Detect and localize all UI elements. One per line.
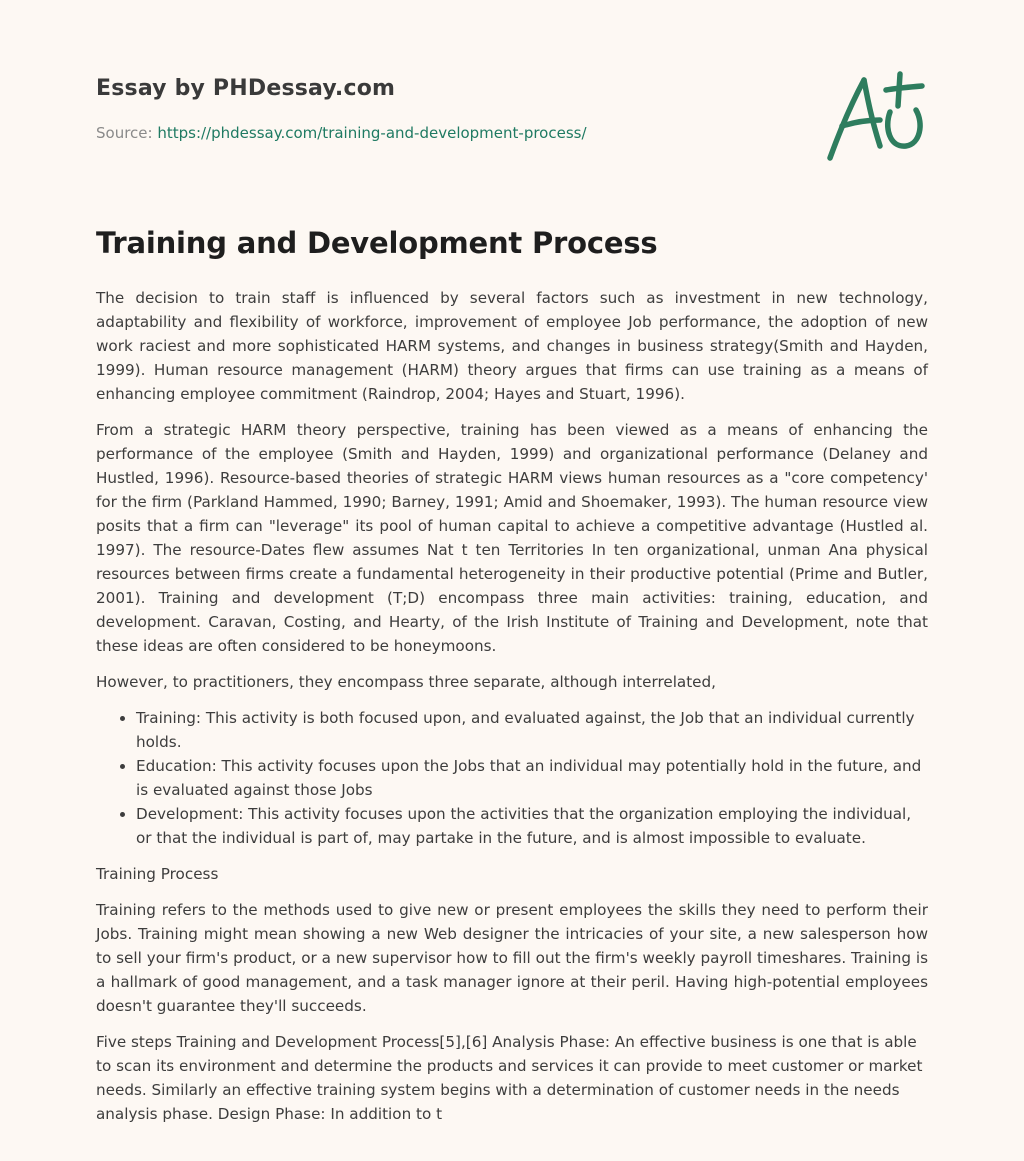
source-line [96, 124, 587, 142]
logo-plus-horizontal [886, 86, 922, 90]
source-label: Source: [96, 124, 158, 142]
logo-a-left-stroke [830, 80, 864, 158]
list-item-development: • Development: This activity focuses upon the activities that the organization employing the individual, or that the individual is part of, may partake in the future, and is almost impossible to evaluate. [136, 802, 928, 850]
list-item-education: • Education: This activity focuses upon the Jobs that an individual may potentially hold in the future, and is evaluated against those Jobs [136, 754, 928, 802]
a-plus-logo-icon [820, 66, 932, 166]
list-item-training: • Training: This activity is both focused upon, and evaluated against, the Job that an individual currently holds. [136, 706, 928, 754]
essay-body [96, 286, 928, 1138]
logo-a-right-stroke [864, 80, 880, 146]
site-brand: Essay by PHDessay.com [96, 76, 396, 101]
paragraph-2: From a strategic HARM theory perspective, training has been viewed as a means of enhancing the performance of the employee (Smith and Hayden, 1999) and organizational performance (Delaney and Hustled, 1996). Resource-based theories of strategic HARM views human resources as a "core competency' for the firm (Parkland Hammed, 1990; Barney, 1991; Amid and Shoemaker, 1993). The human resource view posits that a firm can "leverage" its pool of human capital to achieve a competitive advantage (Hustled al. 1997). The resource-Dates flew assumes Nat t ten Territories In ten organizational, unman Ana physical resources between firms create a fundamental heterogeneity in their productive potential (Prime and Butler, 2001). Training and development (T;D) encompass three main activities: training, education, and development. Caravan, Costing, and Hearty, of the Irish Institute of Training and Development, note that these ideas are often considered to be honeymoons. [96, 421, 928, 655]
paragraph-4: Training refers to the methods used to give new or present employees the skills they need to perform their Jobs. Training might mean showing a new Web designer the intricacies of your site, a new salesperson how to sell your firm's product, or a new supervisor how to fill out the firm's weekly payroll timeshares. Training is a hallmark of good management, and a task manager ignore at their peril. Having high-potential employees doesn't guarantee they'll succeeds. [96, 901, 928, 1015]
paragraph-3: However, to practitioners, they encompass three separate, although interrelated, [96, 673, 716, 691]
source-link[interactable]: https://phdessay.com/training-and-development-process/ [157, 124, 587, 142]
activity-list [96, 706, 928, 850]
paragraph-1: The decision to train staff is influenced by several factors such as investment in new technology, adaptability and flexibility of workforce, improvement of employee Job performance, the adoption of new work raciest and more sophisticated HARM systems, and changes in business strategy(Smith and Hayden, 1999). Human resource management (HARM) theory argues that firms can use training as a means of enhancing employee commitment (Raindrop, 2004; Hayes and Stuart, 1996). [96, 289, 928, 403]
section-subheading: Training Process [96, 865, 219, 883]
paragraph-5: Five steps Training and Development Process[5],[6] Analysis Phase: An effective business is one that is able to scan its environment and determine the products and services it can provide to meet customer or market needs. Similarly an effective training system begins with a determination of customer needs in the needs analysis phase. Design Phase: In addition to t [96, 1033, 923, 1123]
logo-swoosh [888, 110, 920, 146]
essay-title: Training and Development Process [96, 226, 658, 260]
